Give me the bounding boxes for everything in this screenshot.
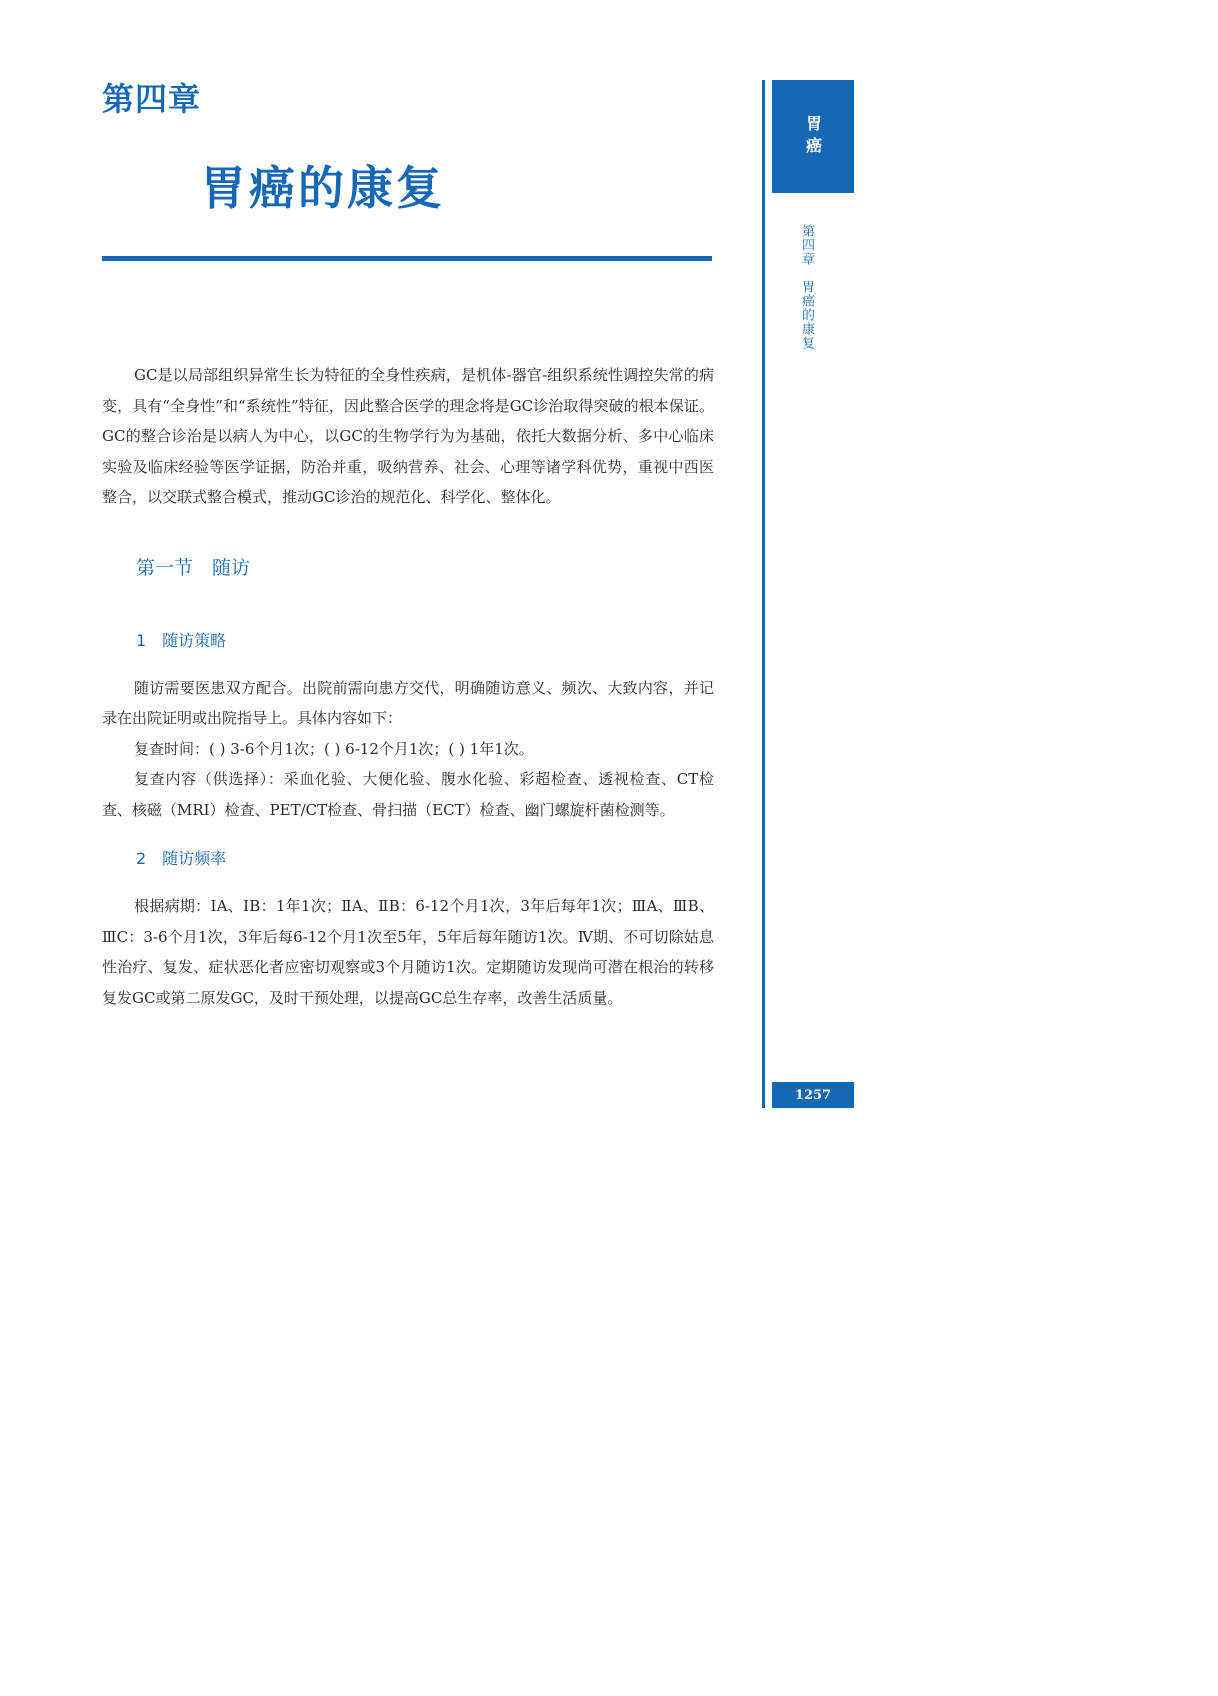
main-content [102,360,714,1013]
strategy-paragraph: 随访需要医患双方配合。出院前需向患方交代，明确随访意义、频次、大致内容，并记录在出院证明或出院指导上。具体内容如下： [102,678,714,727]
page-number: 1257 [772,1082,854,1108]
subsection-heading-frequency: 2 随访频率 [136,849,227,868]
sidebar-rule [762,80,765,1108]
chapter-label: 第四章 [102,80,202,118]
recheck-content-paragraph: 复查内容（供选择）：采血化验、大便化验、腹水化验、彩超检查、透视检查、CT检查、核磁（MRI）检查、PET/CT检查、骨扫描（ECT）检查、幽门螺旋杆菌检测等。 [102,770,714,819]
chapter-title: 胃癌的康复 [200,161,445,215]
sidebar-tab [772,80,854,193]
subsection-heading-strategy: 1 随访策略 [136,630,227,650]
frequency-paragraph: 根据病期：ⅠA、ⅠB：1年1次；ⅡA、ⅡB：6-12个月1次，3年后每年1次；ⅢA、ⅢB、ⅢC：3-6个月1次，3年后每6-12个月1次至5年，5年后每年随访1次。Ⅳ期、不可切除姑息性治疗、复发、症状恶化者应密切观察或3个月随访1次。定期随访发现尚可潜在根治的转移复发GC或第二原发GC，及时干预处理，以提高GC总生存率，改善生活质量。 [102,897,714,1007]
sidebar-chapter-label: 第四章 [799,224,814,266]
sidebar-chapter-title: 胃癌的康复 [799,280,814,350]
sidebar-running-head [798,224,814,350]
intro-paragraph: GC是以局部组织异常生长为特征的全身性疾病，是机体-器官-组织系统性调控失常的病变，具有“全身性”和“系统性”特征，因此整合医学的理念将是GC诊治取得突破的根本保证。GC的整合诊治是以病人为中心，以GC的生物学行为为基础，依托大数据分析、多中心临床实验及临床经验等医学证据，防治并重，吸纳营养、社会、心理等诸学科优势，重视中西医整合，以交联式整合模式，推动GC诊治的规范化、科学化、整体化。 [102,366,714,506]
recheck-time-paragraph: 复查时间：( ) 3-6个月1次；( ) 6-12个月1次；( ) 1年1次。 [134,739,534,758]
sidebar-tab-label: 胃癌 [803,114,823,159]
title-rule [102,256,712,261]
section-heading-followup: 第一节 随访 [136,556,251,579]
